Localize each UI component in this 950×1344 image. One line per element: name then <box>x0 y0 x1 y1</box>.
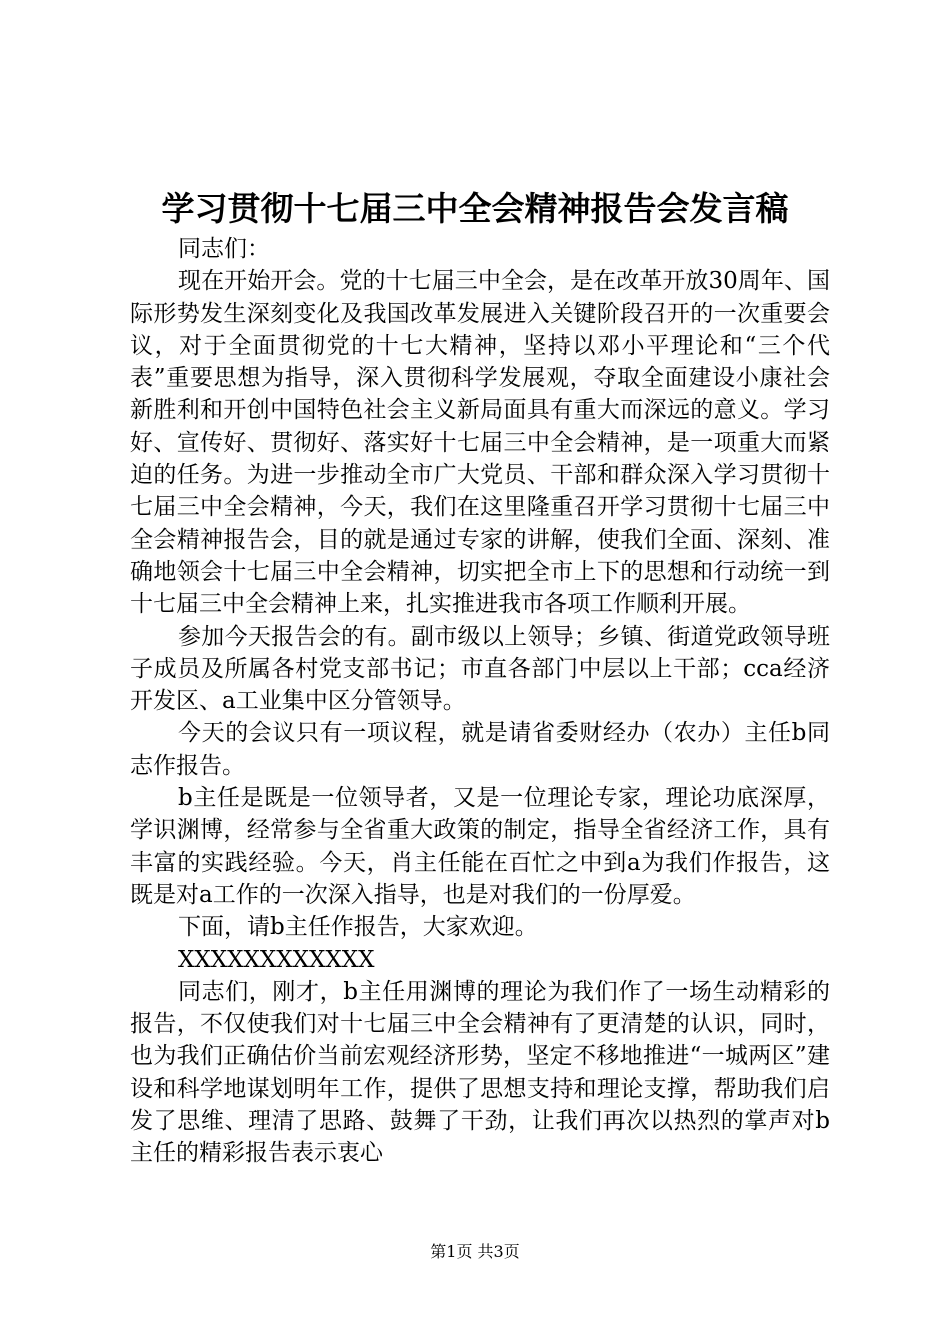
document-body <box>130 233 830 1170</box>
attendees-paragraph: 参加今天报告会的有。副市级以上领导；乡镇、街道党政领导班子成员及所属各村党支部书记；市直各部门中层以上干部；cca经济开发区、a工业集中区分管领导。 <box>130 623 830 715</box>
closing-paragraph: 同志们，刚才，b主任用渊博的理论为我们作了一场生动精彩的报告，不仅使我们对十七届三中全会精神有了更清楚的认识，同时，也为我们正确估价当前宏观经济形势，坚定不移地推进“一城两区”建设和科学地谋划明年工作，提供了思想支持和理论支撑，帮助我们启发了思维、理清了思路、鼓舞了干劲，让我们再次以热烈的掌声对b主任的精彩报告表示衷心 <box>130 978 830 1167</box>
placeholder-paragraph: XXXXXXXXXXXX <box>178 946 375 973</box>
page-number-footer: 第1页 共3页 <box>430 1242 520 1261</box>
salutation-paragraph: 同志们： <box>178 236 270 262</box>
agenda-paragraph: 今天的会议只有一项议程，就是请省委财经办（农办）主任b同志作报告。 <box>130 720 830 779</box>
opening-paragraph: 现在开始开会。党的十七届三中全会，是在改革开放30周年、国际形势发生深刻变化及我国改革发展进入关键阶段召开的一次重要会议，对于全面贯彻党的十七大精神，坚持以邓小平理论和“三个代表”重要思想为指导，深入贯彻科学发展观，夺取全面建设小康社会新胜利和开创中国特色社会主义新局面具有重大而深远的意义。学习好、宣传好、贯彻好、落实好十七届三中全会精神，是一项重大而紧迫的任务。为进一步推动全市广大党员、干部和群众深入学习贯彻十七届三中全会精神，今天，我们在这里隆重召开学习贯彻十七届三中全会精神报告会，目的就是通过专家的讲解，使我们全面、深刻、准确地领会十七届三中全会精神，切实把全市上下的思想和行动统一到十七届三中全会精神上来，扎实推进我市各项工作顺利开展。 <box>130 268 830 618</box>
document-title: 学习贯彻十七届三中全会精神报告会发言稿 <box>161 189 789 228</box>
welcome-paragraph: 下面，请b主任作报告，大家欢迎。 <box>178 914 538 941</box>
speaker-intro-paragraph: b主任是既是一位领导者，又是一位理论专家，理论功底深厚，学识渊博，经常参与全省重大政策的制定，指导全省经济工作，具有丰富的实践经验。今天，肖主任能在百忙之中到a为我们作报告，这既是对a工作的一次深入指导，也是对我们的一份厚爱。 <box>130 785 830 908</box>
